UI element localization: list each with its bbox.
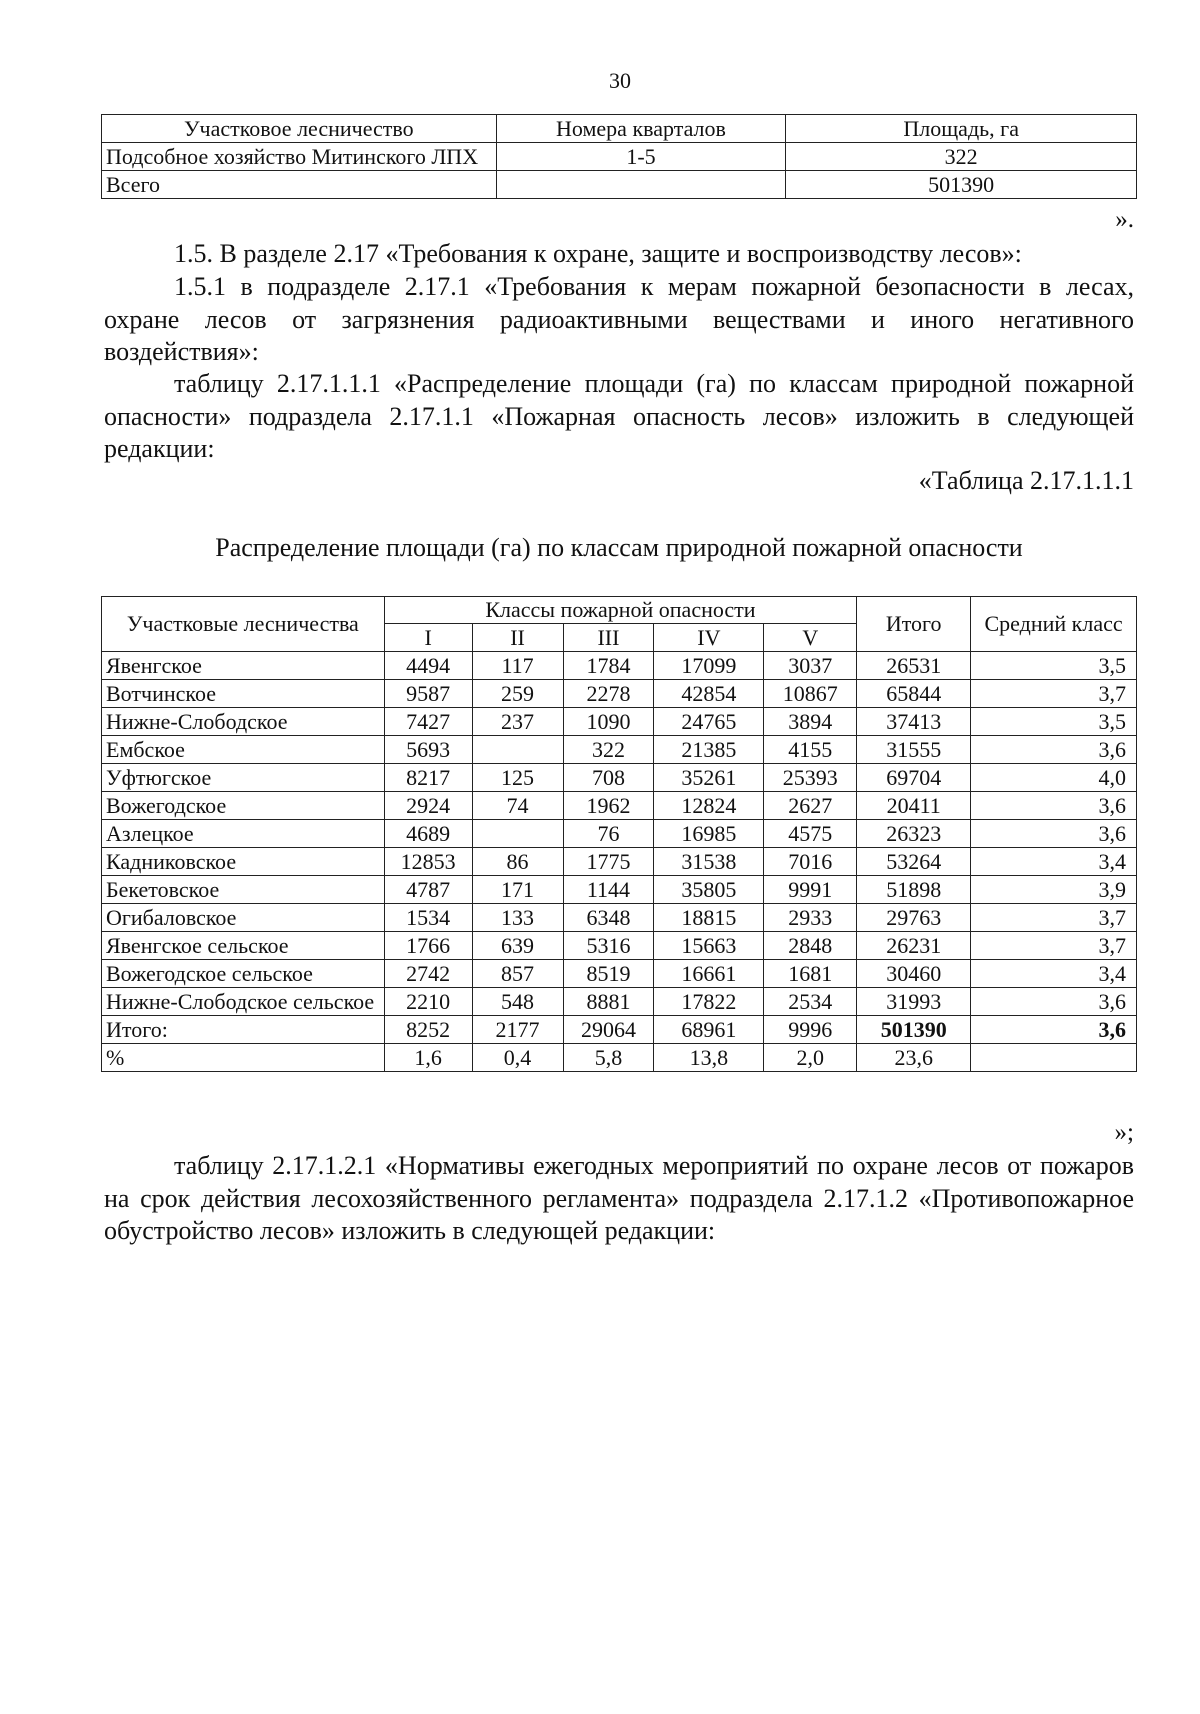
value-cell: 5316 bbox=[563, 932, 654, 960]
header-total: Итого bbox=[857, 597, 971, 652]
value-cell: 76 bbox=[563, 820, 654, 848]
table-cell: Всего bbox=[102, 171, 497, 199]
forestry-name-cell: Уфтюгское bbox=[102, 764, 385, 792]
value-cell: 1144 bbox=[563, 876, 654, 904]
table-row bbox=[102, 792, 1137, 820]
value-cell: 7016 bbox=[764, 848, 857, 876]
fire-class-table bbox=[101, 596, 1137, 1072]
percent-row bbox=[102, 1044, 1137, 1072]
paragraph-table-reference: таблицу 2.17.1.1.1 «Распределение площади (га) по классам природной пожарной опасности» подраздела 2.17.1.1 «Пожарная опасность лесов» изложить в следующей редакции: bbox=[104, 369, 1134, 463]
forestry-name-cell: Вожегодское bbox=[102, 792, 385, 820]
value-cell: 30460 bbox=[857, 960, 971, 988]
value-cell: 1784 bbox=[563, 652, 654, 680]
value-cell: 125 bbox=[472, 764, 563, 792]
forestry-name-cell: Вожегодское сельское bbox=[102, 960, 385, 988]
value-cell: 86 bbox=[472, 848, 563, 876]
header-fire-classes: Классы пожарной опасности bbox=[384, 597, 857, 624]
value-cell: 6348 bbox=[563, 904, 654, 932]
value-cell: 29763 bbox=[857, 904, 971, 932]
table-row bbox=[102, 988, 1137, 1016]
value-cell: 31555 bbox=[857, 736, 971, 764]
value-cell: 2210 bbox=[384, 988, 472, 1016]
value-cell: 10867 bbox=[764, 680, 857, 708]
value-cell: 3,6 bbox=[971, 1016, 1137, 1044]
value-cell: 53264 bbox=[857, 848, 971, 876]
value-cell bbox=[472, 820, 563, 848]
value-cell: 5,8 bbox=[563, 1044, 654, 1072]
value-cell: 21385 bbox=[654, 736, 764, 764]
header-cell: Номера кварталов bbox=[496, 115, 786, 143]
value-cell: 708 bbox=[563, 764, 654, 792]
value-cell: 639 bbox=[472, 932, 563, 960]
table-row bbox=[102, 820, 1137, 848]
value-cell: 2742 bbox=[384, 960, 472, 988]
value-cell: 3,7 bbox=[971, 680, 1137, 708]
value-cell: 17099 bbox=[654, 652, 764, 680]
value-cell: 3037 bbox=[764, 652, 857, 680]
value-cell: 18815 bbox=[654, 904, 764, 932]
value-cell: 9991 bbox=[764, 876, 857, 904]
value-cell: 171 bbox=[472, 876, 563, 904]
header-class-3: III bbox=[563, 624, 654, 652]
value-cell: 31993 bbox=[857, 988, 971, 1016]
value-cell: 3,6 bbox=[971, 820, 1137, 848]
value-cell: 42854 bbox=[654, 680, 764, 708]
value-cell: 5693 bbox=[384, 736, 472, 764]
forestry-name-cell: Огибаловское bbox=[102, 904, 385, 932]
value-cell: 20411 bbox=[857, 792, 971, 820]
header-class-5: V bbox=[764, 624, 857, 652]
value-cell: 133 bbox=[472, 904, 563, 932]
value-cell: 69704 bbox=[857, 764, 971, 792]
value-cell: 4787 bbox=[384, 876, 472, 904]
value-cell: 35261 bbox=[654, 764, 764, 792]
value-cell: 16985 bbox=[654, 820, 764, 848]
header-class-2: II bbox=[472, 624, 563, 652]
header-class-4: IV bbox=[654, 624, 764, 652]
table-row bbox=[102, 904, 1137, 932]
value-cell: 35805 bbox=[654, 876, 764, 904]
value-cell: 3,6 bbox=[971, 792, 1137, 820]
value-cell: 3,9 bbox=[971, 876, 1137, 904]
value-cell: 857 bbox=[472, 960, 563, 988]
table-cell: 1-5 bbox=[496, 143, 786, 171]
value-cell: 3,5 bbox=[971, 652, 1137, 680]
forestry-area-table bbox=[101, 114, 1137, 199]
value-cell: 2933 bbox=[764, 904, 857, 932]
value-cell: 8252 bbox=[384, 1016, 472, 1044]
value-cell: 3,6 bbox=[971, 736, 1137, 764]
table-row bbox=[102, 736, 1137, 764]
value-cell: 4155 bbox=[764, 736, 857, 764]
value-cell: 25393 bbox=[764, 764, 857, 792]
value-cell: 3,5 bbox=[971, 708, 1137, 736]
table-title: Распределение площади (га) по классам природной пожарной опасности bbox=[215, 533, 1023, 562]
value-cell: 15663 bbox=[654, 932, 764, 960]
value-cell: 322 bbox=[563, 736, 654, 764]
value-cell: 2,0 bbox=[764, 1044, 857, 1072]
value-cell: 4575 bbox=[764, 820, 857, 848]
value-cell: 1090 bbox=[563, 708, 654, 736]
value-cell: 1962 bbox=[563, 792, 654, 820]
paragraph-section-1-5: 1.5. В разделе 2.17 «Требования к охране, защите и воспроизводству лесов»: bbox=[174, 239, 1022, 268]
value-cell: 259 bbox=[472, 680, 563, 708]
forestry-name-cell: Азлецкое bbox=[102, 820, 385, 848]
value-cell: 2534 bbox=[764, 988, 857, 1016]
table-cell: Подсобное хозяйство Митинского ЛПХ bbox=[102, 143, 497, 171]
table-row bbox=[102, 143, 1137, 171]
value-cell: 2278 bbox=[563, 680, 654, 708]
value-cell: 3,6 bbox=[971, 988, 1137, 1016]
value-cell: 26531 bbox=[857, 652, 971, 680]
table-row bbox=[102, 876, 1137, 904]
value-cell: 17822 bbox=[654, 988, 764, 1016]
value-cell: 3,4 bbox=[971, 848, 1137, 876]
table-row bbox=[102, 960, 1137, 988]
header-class-1: I bbox=[384, 624, 472, 652]
value-cell: 4689 bbox=[384, 820, 472, 848]
value-cell: 12824 bbox=[654, 792, 764, 820]
value-cell: 68961 bbox=[654, 1016, 764, 1044]
header-cell: Площадь, га bbox=[786, 115, 1137, 143]
forestry-name-cell: % bbox=[102, 1044, 385, 1072]
closing-quote: »; bbox=[1114, 1119, 1134, 1146]
value-cell: 8217 bbox=[384, 764, 472, 792]
value-cell: 3,7 bbox=[971, 932, 1137, 960]
table-row bbox=[102, 680, 1137, 708]
table-row bbox=[102, 708, 1137, 736]
value-cell: 2177 bbox=[472, 1016, 563, 1044]
value-cell: 4,0 bbox=[971, 764, 1137, 792]
table-cell: 501390 bbox=[786, 171, 1137, 199]
total-row bbox=[102, 1016, 1137, 1044]
value-cell: 23,6 bbox=[857, 1044, 971, 1072]
value-cell: 237 bbox=[472, 708, 563, 736]
value-cell: 1681 bbox=[764, 960, 857, 988]
value-cell: 1766 bbox=[384, 932, 472, 960]
value-cell: 37413 bbox=[857, 708, 971, 736]
value-cell: 8881 bbox=[563, 988, 654, 1016]
paragraph-table-2-reference: таблицу 2.17.1.2.1 «Нормативы ежегодных мероприятий по охране лесов от пожаров на срок действия лесохозяйственного регламента» подраздела 2.17.1.2 «Противопожарное обустройство лесов» изложить в следующей редакции: bbox=[104, 1151, 1134, 1245]
table-row bbox=[102, 171, 1137, 199]
forestry-name-cell: Итого: bbox=[102, 1016, 385, 1044]
value-cell: 0,4 bbox=[472, 1044, 563, 1072]
value-cell: 74 bbox=[472, 792, 563, 820]
paragraph-subsection-1-5-1: 1.5.1 в подразделе 2.17.1 «Требования к мерам пожарной безопасности в лесах, охране лесов от загрязнения радиоактивными веществами и иного негативного воздействия»: bbox=[104, 272, 1134, 366]
table-cell bbox=[496, 171, 786, 199]
forestry-name-cell: Ембское bbox=[102, 736, 385, 764]
value-cell: 3,7 bbox=[971, 904, 1137, 932]
table-row bbox=[102, 932, 1137, 960]
forestry-name-cell: Нижне-Слободское сельское bbox=[102, 988, 385, 1016]
value-cell: 31538 bbox=[654, 848, 764, 876]
table-cell: 322 bbox=[786, 143, 1137, 171]
value-cell: 26231 bbox=[857, 932, 971, 960]
table-label: «Таблица 2.17.1.1.1 bbox=[918, 466, 1134, 495]
table-row bbox=[102, 652, 1137, 680]
value-cell: 9587 bbox=[384, 680, 472, 708]
page-number: 30 bbox=[609, 68, 631, 93]
header-average-class: Средний класс bbox=[971, 597, 1137, 652]
header-cell: Участковое лесничество bbox=[102, 115, 497, 143]
value-cell: 2924 bbox=[384, 792, 472, 820]
value-cell: 13,8 bbox=[654, 1044, 764, 1072]
forestry-name-cell: Явенгское bbox=[102, 652, 385, 680]
value-cell: 1,6 bbox=[384, 1044, 472, 1072]
table-header-row bbox=[102, 115, 1137, 143]
value-cell: 8519 bbox=[563, 960, 654, 988]
value-cell: 2848 bbox=[764, 932, 857, 960]
value-cell: 29064 bbox=[563, 1016, 654, 1044]
forestry-name-cell: Вотчинское bbox=[102, 680, 385, 708]
value-cell: 51898 bbox=[857, 876, 971, 904]
value-cell: 24765 bbox=[654, 708, 764, 736]
header-forestry: Участковые лесничества bbox=[102, 597, 385, 652]
value-cell: 2627 bbox=[764, 792, 857, 820]
value-cell: 12853 bbox=[384, 848, 472, 876]
closing-quote: ». bbox=[1115, 206, 1134, 233]
value-cell: 3,4 bbox=[971, 960, 1137, 988]
forestry-name-cell: Явенгское сельское bbox=[102, 932, 385, 960]
value-cell: 7427 bbox=[384, 708, 472, 736]
forestry-name-cell: Бекетовское bbox=[102, 876, 385, 904]
forestry-name-cell: Нижне-Слободское bbox=[102, 708, 385, 736]
value-cell bbox=[971, 1044, 1137, 1072]
value-cell: 26323 bbox=[857, 820, 971, 848]
value-cell: 16661 bbox=[654, 960, 764, 988]
table-header-row bbox=[102, 597, 1137, 624]
table-row bbox=[102, 764, 1137, 792]
forestry-name-cell: Кадниковское bbox=[102, 848, 385, 876]
value-cell: 548 bbox=[472, 988, 563, 1016]
table-row bbox=[102, 848, 1137, 876]
value-cell: 1775 bbox=[563, 848, 654, 876]
value-cell: 9996 bbox=[764, 1016, 857, 1044]
value-cell: 3894 bbox=[764, 708, 857, 736]
value-cell bbox=[472, 736, 563, 764]
value-cell: 4494 bbox=[384, 652, 472, 680]
value-cell: 65844 bbox=[857, 680, 971, 708]
value-cell: 117 bbox=[472, 652, 563, 680]
value-cell: 501390 bbox=[857, 1016, 971, 1044]
value-cell: 1534 bbox=[384, 904, 472, 932]
